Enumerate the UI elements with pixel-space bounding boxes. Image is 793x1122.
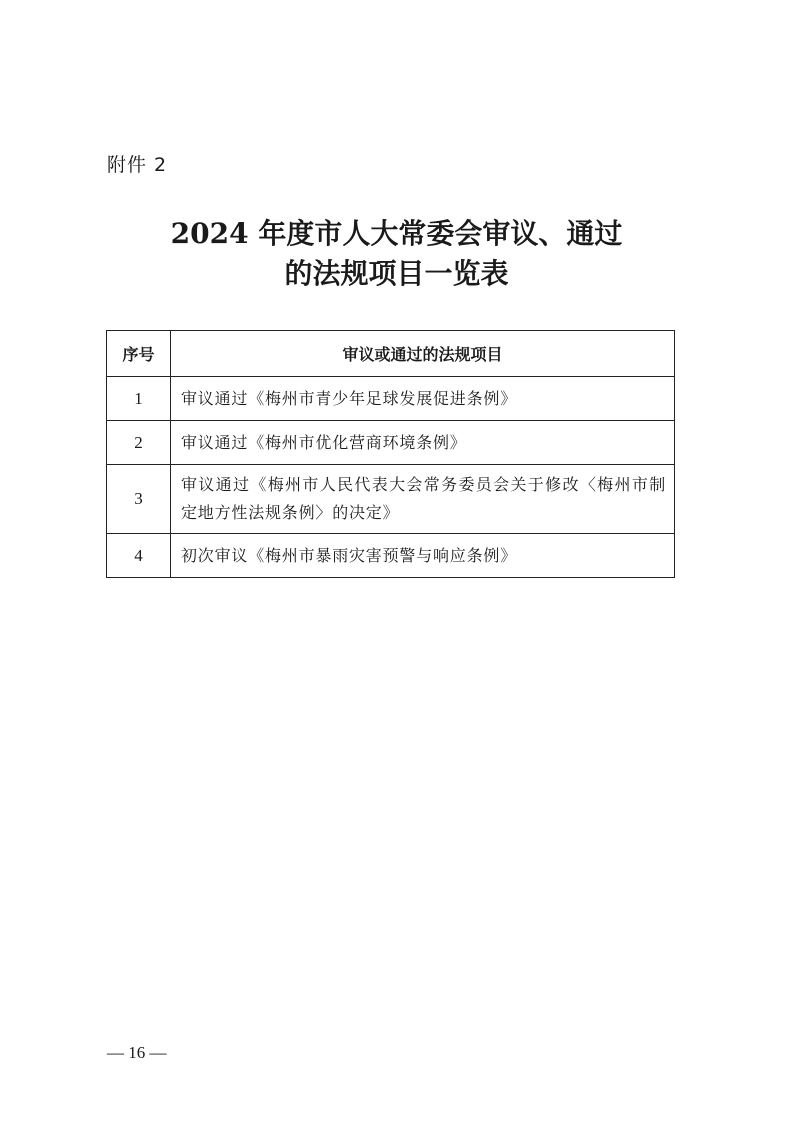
document-title [0, 214, 793, 294]
row-number: 3 [107, 465, 171, 534]
title-line-2: 的法规项目一览表 [284, 257, 509, 290]
row-item: 审议通过《梅州市优化营商环境条例》 [171, 421, 675, 465]
table-row [107, 465, 675, 534]
header-item: 审议或通过的法规项目 [171, 331, 675, 377]
regulations-table [106, 330, 675, 578]
table-row [107, 421, 675, 465]
table-row [107, 377, 675, 421]
page-number: — 16 — [107, 1043, 167, 1062]
row-item: 初次审议《梅州市暴雨灾害预警与响应条例》 [171, 534, 675, 578]
row-number: 4 [107, 534, 171, 578]
title-line-1: 2024 年度市人大常委会审议、通过 [170, 217, 623, 250]
row-item: 审议通过《梅州市青少年足球发展促进条例》 [171, 377, 675, 421]
row-item: 审议通过《梅州市人民代表大会常务委员会关于修改〈梅州市制定地方性法规条例〉的决定》 [171, 465, 675, 534]
table-row [107, 534, 675, 578]
row-number: 1 [107, 377, 171, 421]
attachment-label: 附件 2 [107, 154, 168, 176]
header-number: 序号 [107, 331, 171, 377]
table-header-row [107, 331, 675, 377]
row-number: 2 [107, 421, 171, 465]
